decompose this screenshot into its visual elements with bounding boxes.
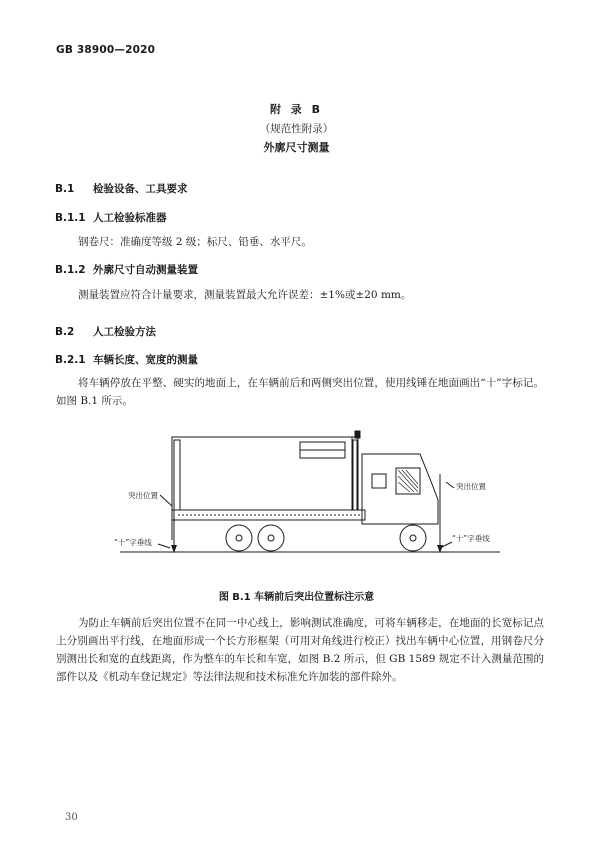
paragraph-b12: 测量装置应符合计量要求，测量装置最大允许误差：±1%或±20 mm。 — [78, 289, 412, 301]
heading-title: 检验设备、工具要求 — [93, 183, 188, 195]
heading-b2 — [55, 324, 156, 339]
standard-code: GB 38900—2020 — [56, 44, 156, 56]
heading-number: B.1.1 — [55, 212, 86, 224]
cargo-box — [172, 437, 358, 519]
page-number: 30 — [65, 812, 78, 823]
heading-b1 — [55, 181, 188, 196]
annex-title: 附 录 B — [269, 103, 324, 116]
truck-cab — [362, 454, 438, 524]
heading-title: 车辆长度、宽度的测量 — [93, 354, 198, 366]
heading-b12 — [55, 262, 198, 277]
paragraph-b11: 钢卷尺：准确度等级 2 级；标尺、铅垂、水平尺。 — [78, 236, 312, 248]
heading-title: 人工检验方法 — [93, 326, 156, 338]
wheel — [226, 525, 252, 551]
label-protrusion-left: 突出位置 — [128, 491, 158, 500]
heading-b11 — [55, 210, 167, 225]
wheel — [258, 525, 284, 551]
heading-number: B.2 — [55, 326, 75, 338]
annex-subject: 外廓尺寸测量 — [263, 141, 330, 154]
annex-type: （规范性附录） — [259, 123, 334, 135]
heading-b21 — [55, 352, 198, 367]
heading-title: 外廓尺寸自动测量装置 — [93, 264, 198, 276]
heading-number: B.1 — [55, 183, 75, 195]
body-paragraph: 为防止车辆前后突出位置不在同一中心线上，影响测试准确度，可将车辆移走，在地面的长宽标记点上分别画出平行线，在地面形成一个长方形框架（可用对角线进行校正）找出车辆中心位置，用钢卷尺分别测出长和宽的直线距离，作为整车的车长和车宽，如图 B.2 所示，但 GB 1589 规定不计入测量范围的部件以及《机动车登记规定》等法律法规和技术标准允许加装的部件除外。 — [56, 617, 544, 683]
truck-diagram — [100, 428, 520, 570]
label-cross-left: “十”字垂线 — [114, 538, 152, 547]
figure-caption: 图 B.1 车辆前后突出位置标注示意 — [218, 592, 375, 603]
label-protrusion-right: 突出位置 — [456, 482, 486, 491]
label-cross-right: “十”字垂线 — [452, 534, 490, 543]
heading-number: B.2.1 — [55, 354, 86, 366]
heading-number: B.1.2 — [55, 264, 86, 276]
wheel — [400, 525, 426, 551]
paragraph-b21: 将车辆停放在平整、硬实的地面上，在车辆前后和两侧突出位置，使用线锤在地面画出“十”字标记。如图 B.1 所示。 — [56, 377, 544, 407]
heading-title: 人工检验标准器 — [93, 212, 167, 224]
